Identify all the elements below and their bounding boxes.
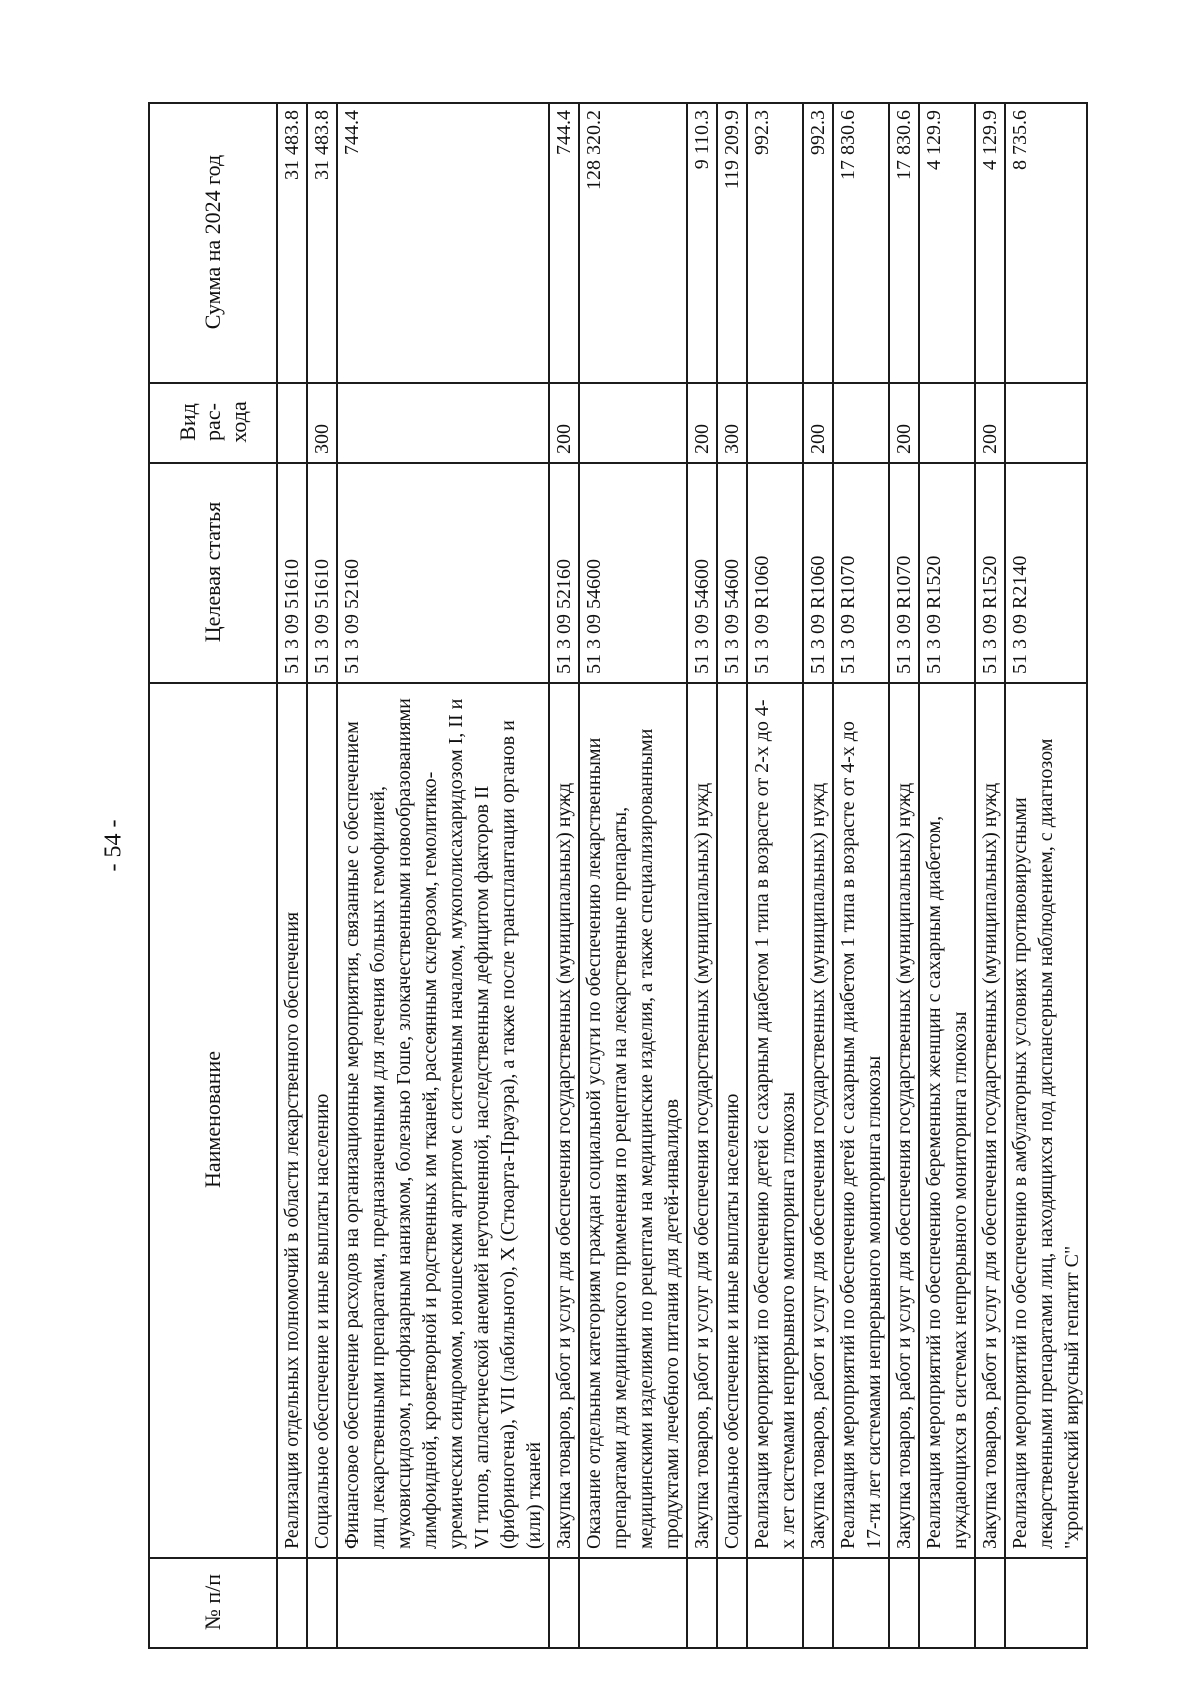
cell-row-number — [889, 1558, 919, 1648]
table-row — [307, 103, 337, 1648]
cell-target-article: 51 3 09 R1520 — [919, 463, 975, 683]
cell-name: Финансовое обеспечение расходов на организационные мероприятия, связанные с обеспечением лиц лекарственными препаратами, предназначенными для лечения больных гемофилией, муковисцидозом, гипофизарным нанизмом, болезнью Гоше, злокачественными новообразованиями лимфоидной, кроветворной и родственных им тканей, рассеянным склерозом, гемолитико-уремическим синдромом, юношеским артритом с системным началом, мукополисахаридозом I, II и VI типов, апластической анемией неуточненной, наследственным дефицитом факторов II (фибриногена), VII (лабильного), X (Стюарта-Прауэра), а также после трансплантации органов и (или) тканей — [337, 683, 549, 1558]
cell-amount: 9 110.3 — [687, 103, 717, 383]
cell-target-article: 51 3 09 R1070 — [889, 463, 919, 683]
table-row — [549, 103, 579, 1648]
table-header-row — [149, 103, 277, 1648]
cell-amount: 744.4 — [337, 103, 549, 383]
cell-name: Социальное обеспечение и иные выплаты населению — [717, 683, 747, 1558]
cell-target-article: 51 3 09 R1060 — [803, 463, 833, 683]
cell-name: Реализация мероприятий по обеспечению детей с сахарным диабетом 1 типа в возрасте от 4-х до 17-ти лет системами непрерывного мониторинга глюкозы — [833, 683, 889, 1558]
table-row — [889, 103, 919, 1648]
cell-row-number — [919, 1558, 975, 1648]
page-number-text: - 54 - — [100, 819, 127, 871]
cell-row-number — [833, 1558, 889, 1648]
cell-amount: 992.3 — [747, 103, 803, 383]
cell-row-number — [307, 1558, 337, 1648]
cell-target-article: 51 3 09 51610 — [277, 463, 307, 683]
header-row-number: № п/п — [149, 1558, 277, 1648]
cell-target-article: 51 3 09 52160 — [337, 463, 549, 683]
table-row — [975, 103, 1005, 1648]
table-row — [747, 103, 803, 1648]
cell-target-article: 51 3 09 51610 — [307, 463, 337, 683]
table-row — [687, 103, 717, 1648]
cell-target-article: 51 3 09 R1060 — [747, 463, 803, 683]
cell-target-article: 51 3 09 R1520 — [975, 463, 1005, 683]
cell-target-article: 51 3 09 R2140 — [1005, 463, 1087, 683]
rotated-table-container — [148, 104, 1083, 1649]
header-expense-type: Вид рас-хода — [149, 383, 277, 463]
cell-row-number — [1005, 1558, 1087, 1648]
cell-expense-type: 200 — [803, 383, 833, 463]
cell-amount: 992.3 — [803, 103, 833, 383]
cell-target-article: 51 3 09 54600 — [579, 463, 687, 683]
cell-amount: 119 209.9 — [717, 103, 747, 383]
cell-expense-type: 200 — [687, 383, 717, 463]
cell-row-number — [277, 1558, 307, 1648]
budget-table — [148, 102, 1088, 1649]
cell-expense-type: 200 — [549, 383, 579, 463]
cell-row-number — [337, 1558, 549, 1648]
cell-expense-type — [747, 383, 803, 463]
cell-amount: 744.4 — [549, 103, 579, 383]
cell-expense-type — [277, 383, 307, 463]
cell-expense-type — [833, 383, 889, 463]
cell-amount: 8 735.6 — [1005, 103, 1087, 383]
cell-name: Реализация отдельных полномочий в области лекарственного обеспечения — [277, 683, 307, 1558]
table-row — [833, 103, 889, 1648]
cell-row-number — [549, 1558, 579, 1648]
cell-amount: 4 129.9 — [919, 103, 975, 383]
cell-row-number — [975, 1558, 1005, 1648]
cell-expense-type — [919, 383, 975, 463]
table-row — [1005, 103, 1087, 1648]
cell-amount: 17 830.6 — [889, 103, 919, 383]
page-number — [84, 770, 144, 920]
cell-name: Реализация мероприятий по обеспечению детей с сахарным диабетом 1 типа в возрасте от 2-х до 4-х лет системами непрерывного мониторинга глюкозы — [747, 683, 803, 1558]
cell-name: Закупка товаров, работ и услуг для обеспечения государственных (муниципальных) нужд — [549, 683, 579, 1558]
cell-expense-type — [1005, 383, 1087, 463]
table-row — [579, 103, 687, 1648]
table-row — [337, 103, 549, 1648]
table-row — [717, 103, 747, 1648]
cell-amount: 31 483.8 — [277, 103, 307, 383]
table-row — [277, 103, 307, 1648]
cell-row-number — [747, 1558, 803, 1648]
cell-target-article: 51 3 09 52160 — [549, 463, 579, 683]
header-target-article: Целевая статья — [149, 463, 277, 683]
cell-name: Закупка товаров, работ и услуг для обеспечения государственных (муниципальных) нужд — [889, 683, 919, 1558]
cell-name: Реализация мероприятий по обеспечению в амбулаторных условиях противовирусными лекарственными препаратами лиц, находящихся под диспансерным наблюдением, с диагнозом "хронический вирусный гепатит С" — [1005, 683, 1087, 1558]
cell-row-number — [687, 1558, 717, 1648]
cell-name: Закупка товаров, работ и услуг для обеспечения государственных (муниципальных) нужд — [803, 683, 833, 1558]
cell-amount: 17 830.6 — [833, 103, 889, 383]
cell-name: Социальное обеспечение и иные выплаты населению — [307, 683, 337, 1558]
cell-name: Реализация мероприятий по обеспечению беременных женщин с сахарным диабетом, нуждающихся в системах непрерывного мониторинга глюкозы — [919, 683, 975, 1558]
cell-expense-type: 200 — [975, 383, 1005, 463]
budget-table-region — [148, 104, 1083, 1649]
cell-row-number — [717, 1558, 747, 1648]
table-row — [803, 103, 833, 1648]
cell-target-article: 51 3 09 R1070 — [833, 463, 889, 683]
cell-name: Закупка товаров, работ и услуг для обеспечения государственных (муниципальных) нужд — [975, 683, 1005, 1558]
table-row — [919, 103, 975, 1648]
cell-target-article: 51 3 09 54600 — [687, 463, 717, 683]
cell-expense-type — [579, 383, 687, 463]
cell-amount: 31 483.8 — [307, 103, 337, 383]
cell-amount: 4 129.9 — [975, 103, 1005, 383]
cell-row-number — [803, 1558, 833, 1648]
cell-expense-type — [337, 383, 549, 463]
cell-expense-type: 300 — [307, 383, 337, 463]
cell-target-article: 51 3 09 54600 — [717, 463, 747, 683]
header-name: Наименование — [149, 683, 277, 1558]
cell-expense-type: 300 — [717, 383, 747, 463]
cell-expense-type: 200 — [889, 383, 919, 463]
cell-amount: 128 320.2 — [579, 103, 687, 383]
cell-name: Оказание отдельным категориям граждан социальной услуги по обеспечению лекарственными препаратами для медицинского применения по рецептам на лекарственные препараты, медицинскими изделиями по рецептам на медицинские изделия, а также специализированными продуктами лечебного питания для детей-инвалидов — [579, 683, 687, 1558]
header-amount-2024: Сумма на 2024 год — [149, 103, 277, 383]
cell-row-number — [579, 1558, 687, 1648]
cell-name: Закупка товаров, работ и услуг для обеспечения государственных (муниципальных) нужд — [687, 683, 717, 1558]
